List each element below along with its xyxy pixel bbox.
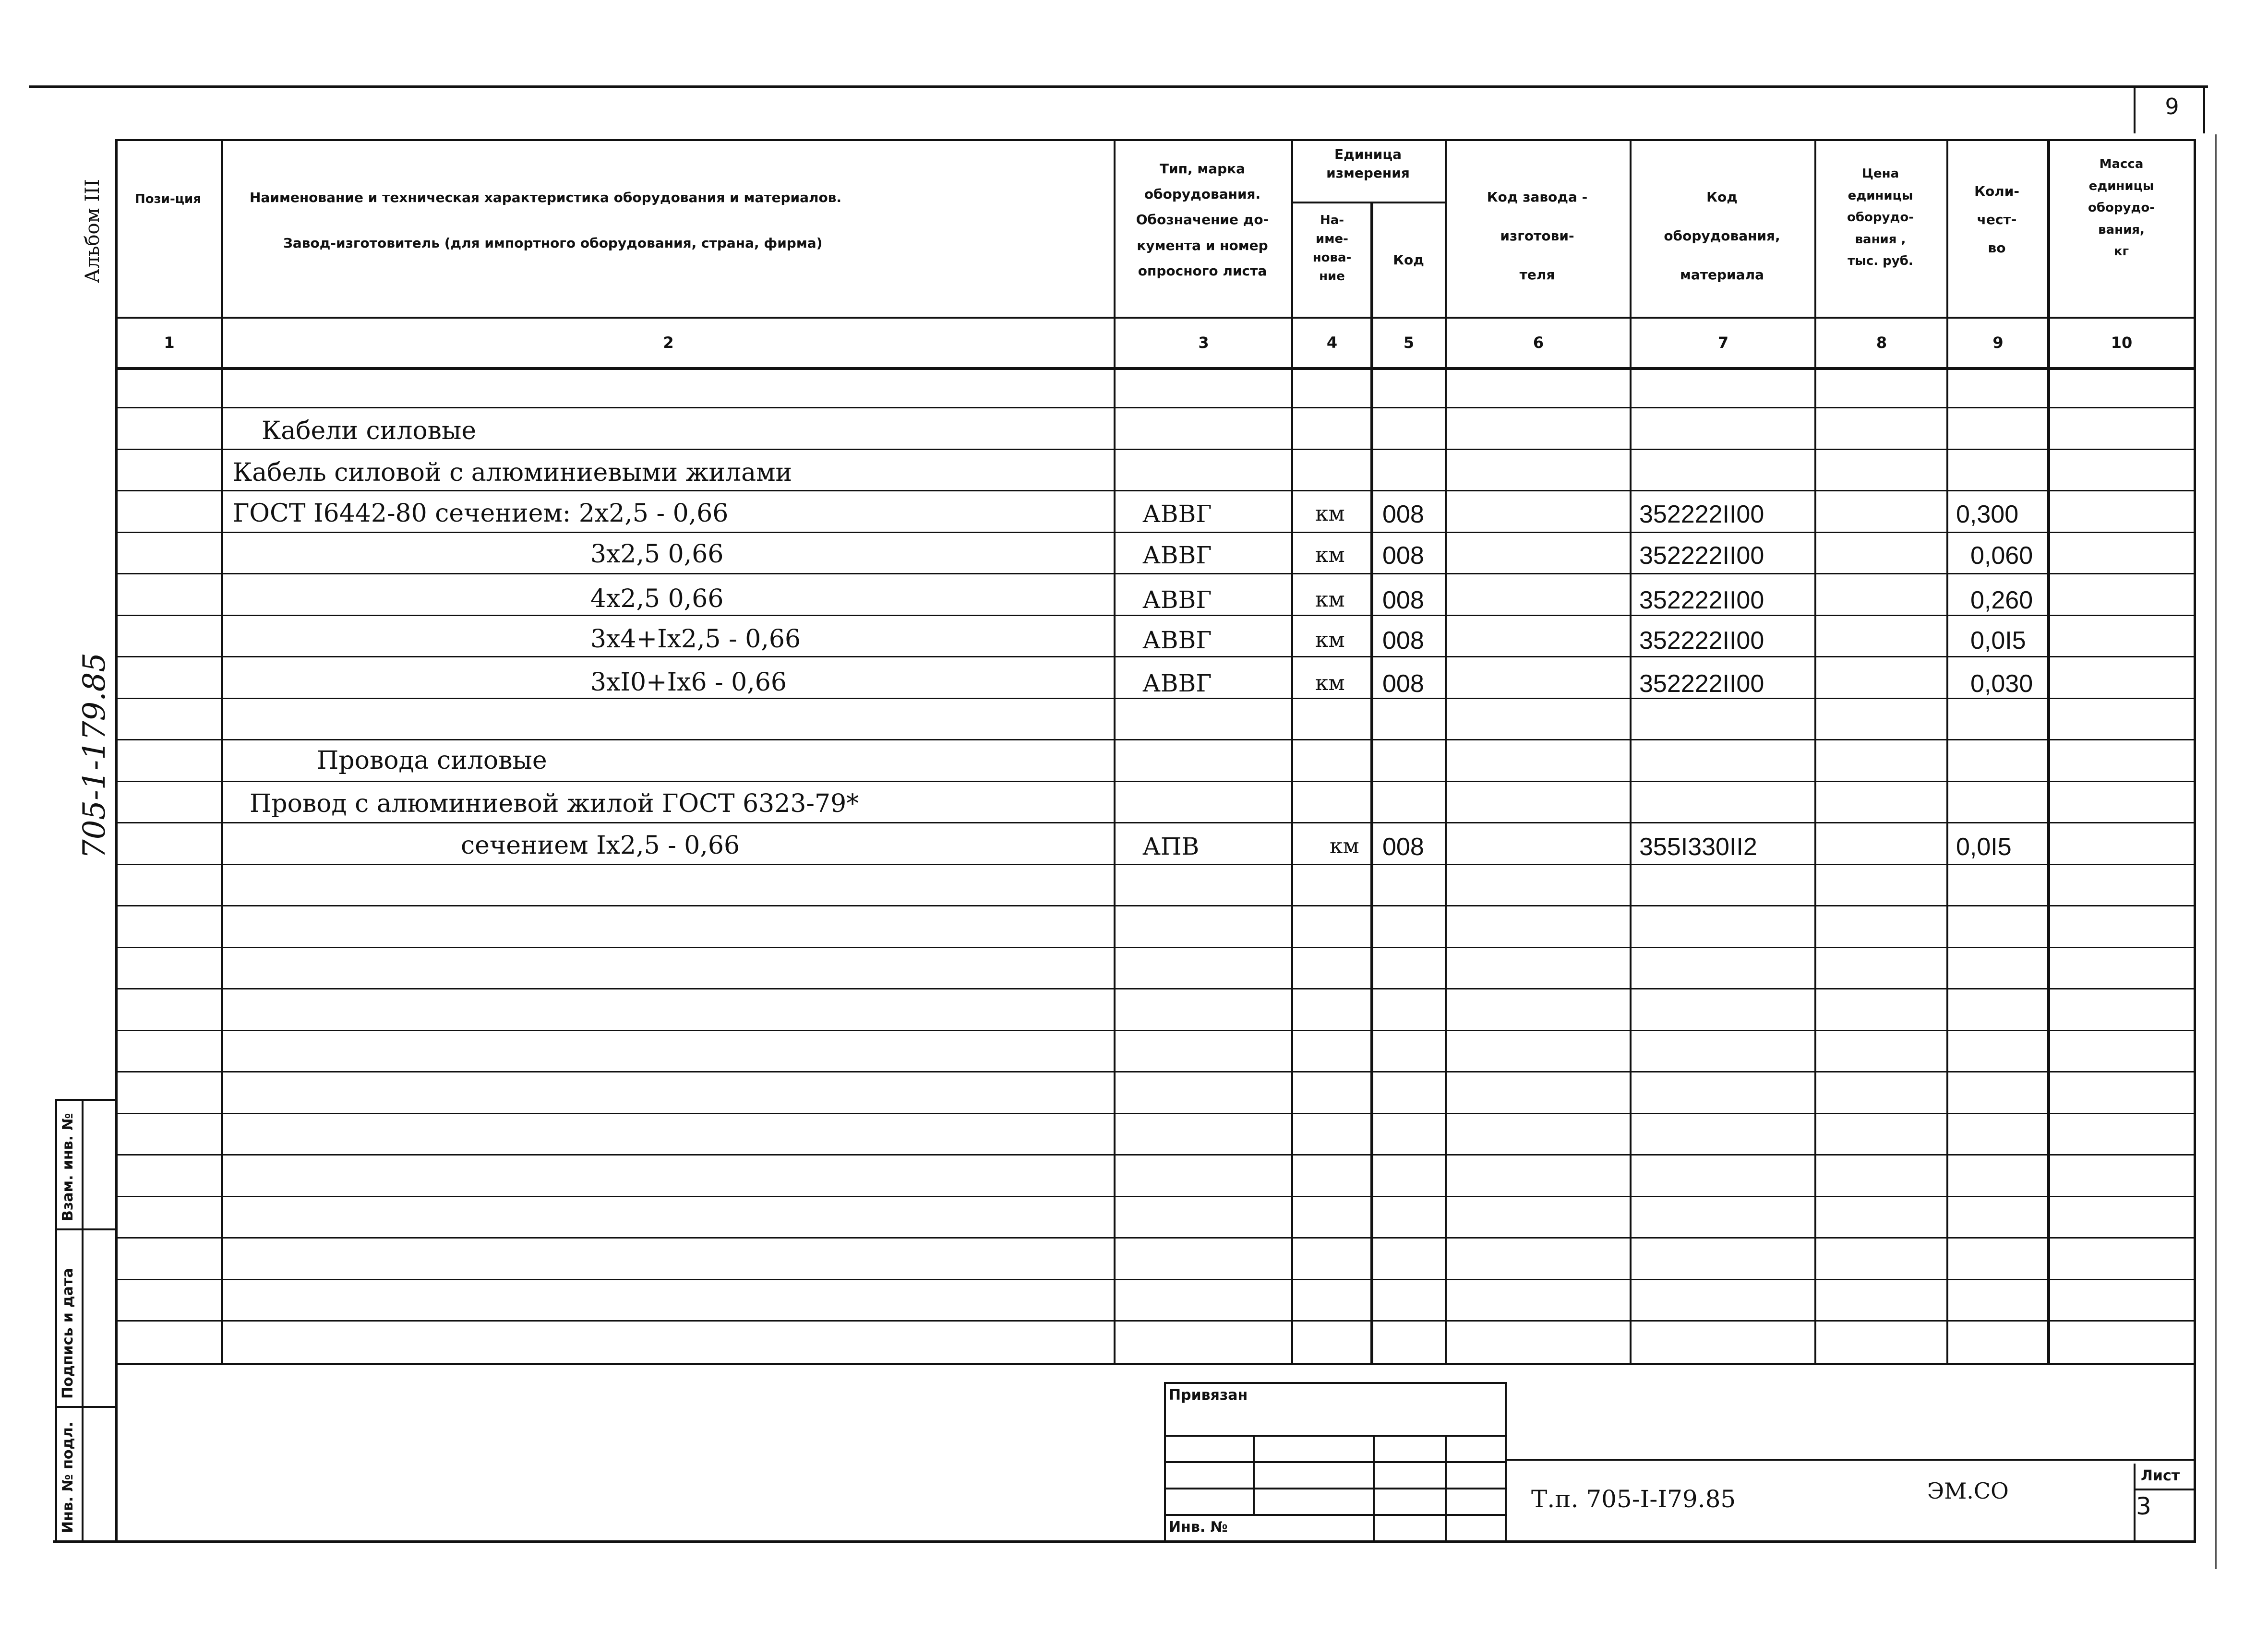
row-6-type: АВВГ xyxy=(1142,626,1212,654)
row-rule xyxy=(115,1071,2196,1072)
hdr-col7-l2: оборудования, xyxy=(1664,228,1780,244)
colnum-7: 7 xyxy=(1717,334,1729,352)
hdr-unit-l1: Единица xyxy=(1334,146,1402,162)
row-7-code: 352222II00 xyxy=(1639,670,1764,698)
row-10-code: 355I330II2 xyxy=(1639,833,1757,861)
row-10-name: сечением Ix2,5 - 0,66 xyxy=(461,831,740,860)
hdr-col7 xyxy=(1632,178,1812,295)
colnum-6: 6 xyxy=(1533,334,1544,352)
table-bottom xyxy=(115,1363,2196,1365)
row-4-name: 3x2,5 0,66 xyxy=(590,540,724,569)
col-div-9 xyxy=(2047,139,2050,1363)
row-rule xyxy=(115,656,2196,657)
hdr-col6-l2: изготови- xyxy=(1500,228,1574,244)
hdr-col3-l4: кумента и номер xyxy=(1137,237,1268,253)
row-5-unit: км xyxy=(1315,587,1345,612)
tb-box-top xyxy=(1164,1382,1507,1384)
col-div-7 xyxy=(1814,139,1816,1363)
row-4-unit-code: 008 xyxy=(1382,542,1424,570)
stamp-strip-left xyxy=(55,1099,57,1543)
row-6-unit: км xyxy=(1315,628,1345,652)
hdr-col8-l4: вания , xyxy=(1855,232,1906,247)
hdr-col9 xyxy=(1949,178,2045,262)
hdr-col9-l1: Коли- xyxy=(1974,183,2019,199)
row-rule xyxy=(115,449,2196,450)
colnum-9: 9 xyxy=(1992,334,2004,352)
col-div-8 xyxy=(1946,139,1948,1363)
tb-privyazan: Привязан xyxy=(1169,1387,1248,1404)
row-rule xyxy=(115,1030,2196,1031)
colnum-1: 1 xyxy=(164,334,175,352)
row-4-qty: 0,060 xyxy=(1970,542,2033,570)
hdr-col10 xyxy=(2051,154,2192,263)
hdr-col4-l3: нова- xyxy=(1312,250,1352,265)
row-rule xyxy=(115,822,2196,823)
tb-main-top xyxy=(1505,1459,2196,1461)
row-rule xyxy=(115,905,2196,906)
sheet-box-right xyxy=(2203,85,2205,133)
row-6-qty: 0,0I5 xyxy=(1970,627,2026,655)
row-10-unit: км xyxy=(1330,834,1359,858)
hdr-col4-l4: ние xyxy=(1319,269,1345,284)
row-rule xyxy=(115,490,2196,491)
row-rule xyxy=(115,947,2196,948)
row-1-name: Кабели силовые xyxy=(262,417,477,445)
hdr-col4-l2: име- xyxy=(1316,232,1348,246)
row-7-qty: 0,030 xyxy=(1970,670,2033,698)
row-7-name: 3xI0+Ix6 - 0,66 xyxy=(590,668,787,697)
col-div-6 xyxy=(1630,139,1632,1363)
row-rule xyxy=(115,1279,2196,1280)
header-bottom xyxy=(115,317,2196,319)
hdr-col4 xyxy=(1294,211,1370,286)
hdr-col7-l1: Код xyxy=(1706,189,1738,205)
col-div-1 xyxy=(221,139,223,1363)
row-10-qty: 0,0I5 xyxy=(1956,833,2012,861)
colnum-10: 10 xyxy=(2111,334,2133,352)
colnum-8: 8 xyxy=(1876,334,1887,352)
row-7-unit-code: 008 xyxy=(1382,670,1424,698)
hdr-unit-group xyxy=(1294,145,1442,182)
row-4-unit: км xyxy=(1315,543,1345,567)
hdr-col10-l4: вания, xyxy=(2098,222,2145,237)
row-3-unit-code: 008 xyxy=(1382,500,1424,528)
row-3-unit: км xyxy=(1315,501,1345,526)
tb-list-left xyxy=(2134,1464,2136,1543)
hdr-col9-l2: чест- xyxy=(1977,211,2017,227)
hdr-col3-l1: Тип, марка xyxy=(1159,161,1246,177)
row-rule xyxy=(115,988,2196,989)
stamp-inv: Инв. № подл. xyxy=(60,1421,76,1533)
tb-col-2 xyxy=(1373,1435,1375,1543)
row-4-code: 352222II00 xyxy=(1639,542,1764,570)
row-6-unit-code: 008 xyxy=(1382,627,1424,655)
tb-list-label: Лист xyxy=(2141,1467,2180,1484)
hdr-col2-line1: Наименование и техническая характеристика оборудования и материалов. xyxy=(250,190,842,205)
row-7-unit: км xyxy=(1315,671,1345,695)
colnum-3: 3 xyxy=(1198,334,1209,352)
hdr-col6-l1: Код завода - xyxy=(1487,189,1588,205)
hdr-col3 xyxy=(1116,156,1289,284)
col-div-3 xyxy=(1291,139,1293,1363)
hdr-col4-l1: На- xyxy=(1320,213,1344,227)
hdr-col5: Код xyxy=(1393,252,1424,268)
row-rule xyxy=(115,1320,2196,1322)
album-label: Альбом III xyxy=(82,179,104,283)
row-4-type: АВВГ xyxy=(1142,541,1212,569)
hdr-col8-l1: Цена xyxy=(1861,167,1899,181)
hdr-col10-l3: оборудо- xyxy=(2088,201,2155,215)
unit-group-line xyxy=(1291,202,1445,203)
row-9-name: Провод с алюминиевой жилой ГОСТ 6323-79* xyxy=(250,789,859,818)
stamp-podpis: Подпись и дата xyxy=(60,1268,76,1399)
numbers-bottom xyxy=(115,367,2196,370)
tb-mark: ЭМ.СО xyxy=(1927,1478,2009,1504)
row-rule xyxy=(115,739,2196,740)
hdr-col2-line2: Завод-изготовитель (для импортного оборудования, страна, фирма) xyxy=(283,235,823,251)
row-6-code: 352222II00 xyxy=(1639,627,1764,655)
row-5-type: АВВГ xyxy=(1142,586,1212,614)
row-rule xyxy=(115,407,2196,408)
col-div-2 xyxy=(1114,139,1116,1363)
tb-row-2 xyxy=(1164,1461,1507,1463)
tb-doc-code: Т.п. 705-I-I79.85 xyxy=(1531,1485,1736,1513)
row-rule xyxy=(115,1237,2196,1239)
row-5-unit-code: 008 xyxy=(1382,586,1424,614)
frame-top xyxy=(115,139,2196,141)
row-2-name: Кабель силовой с алюминиевыми жилами xyxy=(233,458,792,487)
tb-col-3 xyxy=(1445,1435,1447,1543)
row-rule xyxy=(115,698,2196,699)
top-rule xyxy=(29,85,2208,88)
tb-inv-no: Инв. № xyxy=(1169,1519,1228,1536)
hdr-col3-l2: оборудования. xyxy=(1144,186,1261,203)
row-rule xyxy=(115,781,2196,782)
tb-row-1 xyxy=(1164,1435,1507,1437)
row-3-code: 352222II00 xyxy=(1639,500,1764,528)
sheet-box-left xyxy=(2134,85,2136,133)
col-div-4 xyxy=(1370,202,1373,1363)
row-6-name: 3x4+Ix2,5 - 0,66 xyxy=(590,625,801,654)
sheet-number-top: 9 xyxy=(2165,94,2179,119)
row-rule xyxy=(115,573,2196,574)
row-3-qty: 0,300 xyxy=(1956,500,2019,528)
row-5-qty: 0,260 xyxy=(1970,586,2033,614)
row-rule xyxy=(115,864,2196,865)
hdr-col8-l2: единицы xyxy=(1848,188,1913,203)
tb-row-4 xyxy=(1164,1514,1507,1516)
row-3-name: ГОСТ I6442-80 сечением: 2x2,5 - 0,66 xyxy=(233,499,729,528)
row-7-type: АВВГ xyxy=(1142,669,1212,697)
hdr-unit-l2: измерения xyxy=(1326,165,1410,181)
row-5-name: 4x2,5 0,66 xyxy=(590,584,724,613)
frame-right xyxy=(2194,139,2196,1543)
row-10-type: АПВ xyxy=(1142,833,1200,860)
stamp-line-3 xyxy=(55,1406,115,1408)
row-10-unit-code: 008 xyxy=(1382,833,1424,861)
tb-list-mid xyxy=(2134,1489,2196,1490)
tb-col-1 xyxy=(1253,1435,1255,1514)
stamp-line-2 xyxy=(55,1228,115,1230)
row-rule xyxy=(115,1113,2196,1114)
row-3-type: АВВГ xyxy=(1142,500,1212,528)
row-rule xyxy=(115,1196,2196,1197)
hdr-col3-l5: опросного листа xyxy=(1138,262,1267,279)
hdr-col3-l3: Обозначение до- xyxy=(1136,212,1269,228)
hdr-col8-l3: оборудо- xyxy=(1847,210,1914,225)
tb-list-value: 3 xyxy=(2136,1492,2151,1520)
colnum-5: 5 xyxy=(1403,334,1415,352)
hdr-col6-l3: теля xyxy=(1519,267,1555,283)
hdr-col10-l2: единицы xyxy=(2088,179,2154,193)
hdr-col7-l3: материала xyxy=(1680,267,1764,283)
stamp-vzam: Взам. инв. № xyxy=(60,1113,76,1221)
row-5-code: 352222II00 xyxy=(1639,586,1764,614)
row-rule xyxy=(115,532,2196,533)
hdr-col6 xyxy=(1447,178,1627,295)
stamp-line-1 xyxy=(55,1099,115,1101)
colnum-2: 2 xyxy=(663,334,674,352)
project-code-vertical: 705-1-179.85 xyxy=(77,652,112,859)
hdr-col10-l1: Масса xyxy=(2099,157,2144,171)
row-rule xyxy=(115,1154,2196,1156)
row-rule xyxy=(115,615,2196,616)
hdr-col10-l5: кг xyxy=(2113,244,2129,259)
stamp-strip-right xyxy=(82,1099,84,1543)
frame-bottom xyxy=(53,1540,2196,1543)
row-8-name: Провода силовые xyxy=(317,746,547,775)
colnum-4: 4 xyxy=(1326,334,1338,352)
hdr-col9-l3: во xyxy=(1988,239,2006,256)
hdr-col8 xyxy=(1817,163,1944,273)
right-edge-mark xyxy=(2215,134,2217,1569)
col-div-5 xyxy=(1445,139,1447,1363)
hdr-col1: Пози-ция xyxy=(135,192,201,206)
hdr-col8-l5: тыс. руб. xyxy=(1848,254,1913,268)
tb-row-3 xyxy=(1164,1488,1507,1489)
